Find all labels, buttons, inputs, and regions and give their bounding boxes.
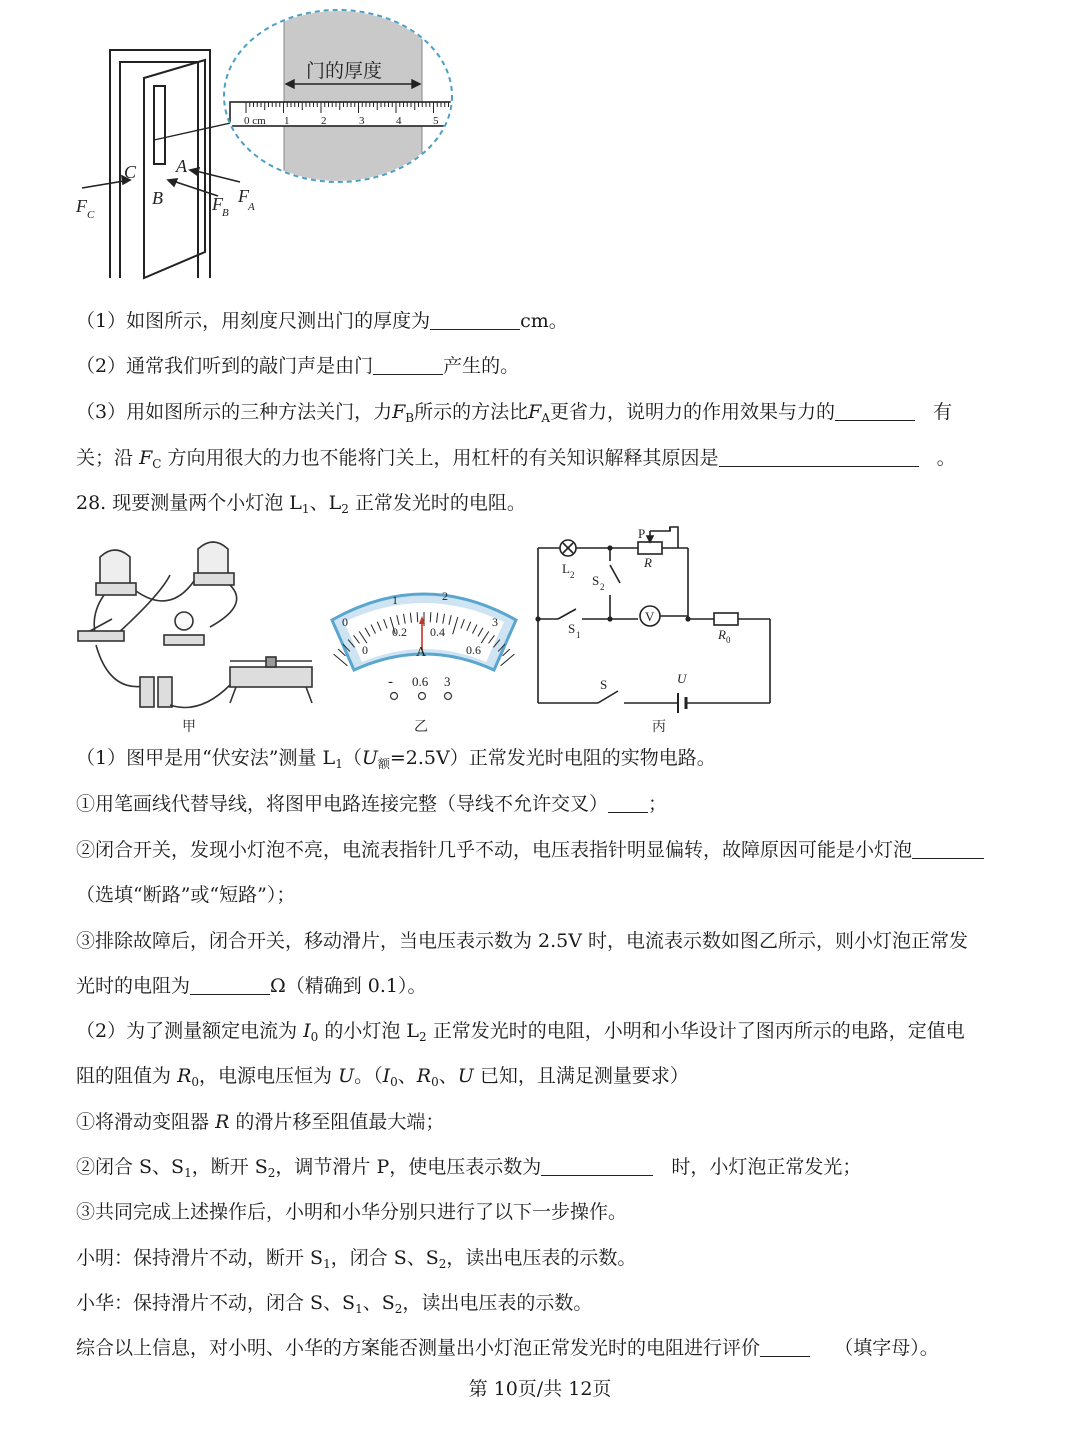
label-r: R [644, 555, 652, 570]
q27-part4: 关；沿 $F_C$ 方向用很大的力也不能将门关上，用杠杆的有关知识解释其原因是 。 [76, 447, 956, 471]
terminal-06: 0.6 [412, 674, 429, 689]
ruler-label-2: 2 [321, 115, 327, 127]
label-s1: S [568, 621, 576, 636]
q28-sub2-intro: （2）为了测量额定电流为 $I_0$ 的小灯泡 $L_2$ 正常发光时的电阻，小明和小华设计了图丙所示的电路，定值电 [76, 1020, 965, 1044]
force-label-fb-sub: B [222, 207, 229, 219]
q27-part1: （1）如图所示，用刻度尺测出门的厚度为 cm。 [76, 310, 568, 332]
ruler-label-3: 3 [359, 115, 365, 127]
ruler-label-5: 5 [433, 115, 439, 127]
ruler-label-0: 0 cm [244, 115, 266, 127]
dial-bottom-0: 0 [362, 643, 368, 657]
door-ruler-figure [70, 0, 480, 290]
force-label-fc-sub: C [87, 209, 95, 221]
q28-sub1-intro: （1）图甲是用“伏安法”测量 $L_1(U_额=2.5V)$正常发光时电阻的实物电路。 [76, 747, 716, 771]
dial-top-2: 2 [442, 589, 448, 603]
dial-bottom-1: 0.2 [392, 625, 407, 639]
terminal-3: 3 [444, 674, 451, 689]
answer-blank-lever-reason[interactable] [719, 448, 919, 467]
q27-part2: （2）通常我们听到的敲门声是由门 产生的。 [76, 355, 520, 377]
answer-blank-fault[interactable] [912, 840, 984, 859]
dial-top-1: 1 [392, 593, 398, 607]
label-r0: R [718, 627, 726, 642]
dial-top-0: 0 [342, 615, 348, 629]
force-label-fa-sub: A [248, 201, 255, 213]
point-label-c: C [124, 162, 137, 182]
q28-final: 综合以上信息，对小明、小华的方案能否测量出小灯泡正常发光时的电阻进行评价 （填字母）。 [76, 1337, 939, 1359]
label-s2: S [592, 573, 600, 588]
label-s: S [600, 677, 608, 692]
page-footer: 第 10页/共 12页 [468, 1378, 612, 1400]
figure-jia-physical-circuit [70, 535, 320, 740]
point-label-a: A [176, 156, 187, 176]
dial-tick [430, 612, 431, 622]
answer-blank-force-factor[interactable] [835, 402, 915, 421]
answer-blank-resistance[interactable] [190, 976, 270, 995]
figure-yi-ammeter-dial [326, 580, 522, 740]
q27-part3: （3）用如图所示的三种方法关门，力$F_B$所示的方法比$F_A$更省力，说明力的作用效果与力的 有 [76, 401, 953, 425]
dial-bottom-3: 0.6 [466, 643, 481, 657]
answer-blank-sound[interactable] [373, 356, 443, 375]
figure-jia-label: 甲 [182, 719, 196, 735]
force-label-fb: F [212, 194, 223, 214]
answer-blank-evaluation[interactable] [760, 1338, 810, 1357]
door-thickness-label: 门的厚度 [306, 60, 383, 82]
dial-bottom-2: 0.4 [430, 625, 445, 639]
label-v: V [645, 609, 655, 624]
answer-blank-thickness[interactable] [430, 311, 520, 330]
ruler-label-4: 4 [396, 115, 402, 127]
label-p: P [638, 526, 646, 541]
label-s2-sub: 2 [600, 582, 605, 592]
q28-sub1-q3b: 光时的电阻为 Ω（精确到 0.1）。 [76, 975, 427, 997]
label-s1-sub: 1 [576, 630, 581, 640]
label-u: U [677, 671, 687, 686]
answer-blank-wiring[interactable] [608, 794, 648, 813]
q28-xiaoming: 小明：保持滑片不动，断开 $S_1$，闭合 S、$S_2$，读出电压表的示数。 [76, 1247, 637, 1271]
point-label-b: B [152, 188, 163, 208]
q28-sub1-q1: ①用笔画线代替导线，将图甲电路连接完整（导线不允许交叉） ； [76, 793, 668, 815]
q28-sub1-q2b: （选填“断路”或“短路”）； [76, 884, 296, 906]
figure-yi-label: 乙 [414, 719, 428, 735]
label-l2-sub: 2 [570, 570, 575, 580]
q28-sub1-q2: ②闭合开关，发现小灯泡不亮，电流表指针几乎不动，电压表指针明显偏转，故障原因可能是小灯泡 [76, 838, 984, 862]
q28-xiaohua: 小华：保持滑片不动，闭合 S、$S_1$、$S_2$，读出电压表的示数。 [76, 1292, 593, 1316]
dial-top-3: 3 [492, 615, 498, 629]
figure-bing-label: 丙 [652, 719, 666, 735]
q28-sub1-q3: ③排除故障后，闭合开关，移动滑片，当电压表示数为 2.5V 时，电流表示数如图乙所示，则小灯泡正常发 [76, 930, 969, 952]
q28-sub2-intro2: 阻的阻值为 $R_0$，电源电压恒为 U。（$I_0$、$R_0$、U 已知，且满足测量要求） [76, 1065, 689, 1089]
force-label-fa: F [238, 186, 249, 206]
q28-sub2-q3: ③共同完成上述操作后，小明和小华分别只进行了以下一步操作。 [76, 1201, 628, 1223]
terminal-minus: - [388, 674, 393, 690]
figure-bing-circuit-diagram [530, 525, 780, 740]
dial-unit: A [416, 645, 427, 660]
label-r0-sub: 0 [726, 635, 731, 645]
ruler-label-1: 1 [284, 115, 290, 127]
dial-tick [417, 612, 418, 622]
q28-sub2-q2: ②闭合 S、$S_1$，断开 $S_2$，调节滑片 P，使电压表示数为 时，小灯泡正常发光； [76, 1156, 862, 1180]
label-l2: L [562, 561, 570, 576]
answer-blank-voltage[interactable] [541, 1157, 653, 1176]
q28-sub2-q1: ①将滑动变阻器 R 的滑片移至阻值最大端； [76, 1111, 445, 1133]
force-label-fc: F [76, 196, 87, 216]
q28-title: 28. 现要测量两个小灯泡 $L_1$、$L_2$ 正常发光时的电阻。 [76, 492, 526, 516]
